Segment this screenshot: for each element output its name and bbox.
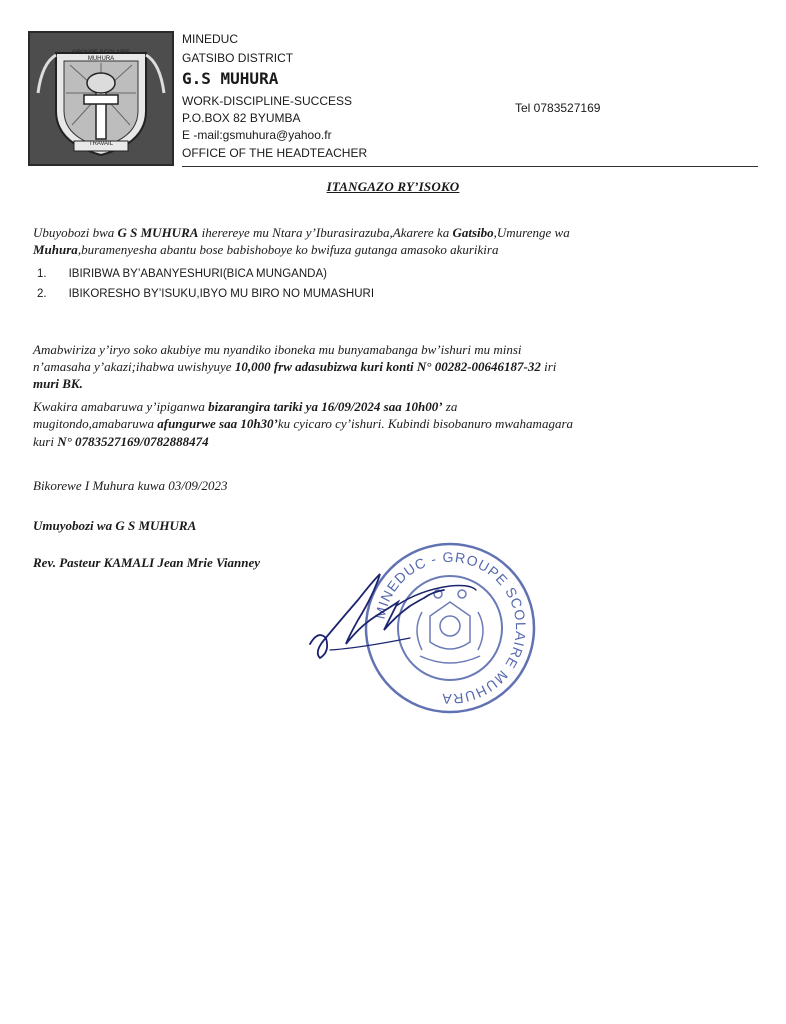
header-office: OFFICE OF THE HEADTEACHER: [182, 146, 368, 160]
body-p1-line-1: Amabwiriza y’iryo soko akubiye mu nyandiko iboneka mu bunyamabanga bw’ishuri mu minsi: [33, 342, 522, 357]
signoff-name: Rev. Pasteur KAMALI Jean Mrie Vianney: [33, 555, 261, 570]
list-item-1: 1. IBIRIBWA BY’ABANYESHURI(BICA MUNGANDA): [37, 268, 327, 280]
header-school-name: G.S MUHURA: [182, 69, 279, 88]
logo-top-text: GROUPE SCOLAIRE MUHURA: [71, 50, 130, 62]
header-email: E -mail:gsmuhura@yahoo.fr: [182, 128, 332, 142]
body-p2-line-1: Kwakira amabaruwa y’ipiganwa bizarangira tariki ya 16/09/2024 saa 10h00’ za: [33, 399, 458, 414]
list-item-2: 2. IBIKORESHO BY’ISUKU,IBYO MU BIRO NO MUMASHURI: [37, 288, 375, 300]
header-telephone: Tel 0783527169: [515, 101, 601, 115]
intro-line-1: Ubuyobozi bwa G S MUHURA iherereye mu Ntara y’Iburasirazuba,Akarere ka Gatsibo,Umurenge wa: [33, 225, 570, 240]
header-pobox: P.O.BOX 82 BYUMBA: [182, 111, 301, 125]
header-district: GATSIBO DISTRICT: [182, 51, 294, 65]
header-motto: WORK-DISCIPLINE-SUCCESS: [182, 94, 353, 108]
signature-scribble-icon: [300, 560, 510, 670]
svg-text:MINEDUC - GROUPE SCOLAIRE MUHU: MINEDUC - GROUPE SCOLAIRE MUHURA: [371, 548, 530, 708]
document-title: ITANGAZO RY’ISOKO: [326, 179, 460, 194]
date-line: Bikorewe I Muhura kuwa 03/09/2023: [33, 478, 228, 493]
school-logo: [28, 31, 174, 166]
intro-line-2: Muhura,buramenyesha abantu bose babishoboye ko bwifuza gutanga amasoko akurikira: [33, 242, 499, 257]
body-p2-line-2: mugitondo,amabaruwa afungurwe saa 10h30’ku cyicaro cy’ishuri. Kubindi bisobanuro mwahamagara: [33, 416, 574, 431]
header-divider: [182, 166, 758, 167]
header-ministry: MINEDUC: [182, 32, 238, 46]
body-p2-line-3: kuri N° 0783527169/0782888474: [33, 434, 209, 449]
logo-bottom-text: TRAVAIL: [88, 141, 114, 147]
body-p1-line-3: muri BK.: [33, 376, 83, 391]
body-p1-line-2: n’amasaha y’akazi;ihabwa uwishyuye 10,000 frw adasubizwa kuri konti N° 00282-00646187-32 iri: [33, 359, 557, 374]
signoff-role: Umuyobozi wa G S MUHURA: [33, 518, 197, 533]
handwritten-signature: [300, 560, 510, 670]
